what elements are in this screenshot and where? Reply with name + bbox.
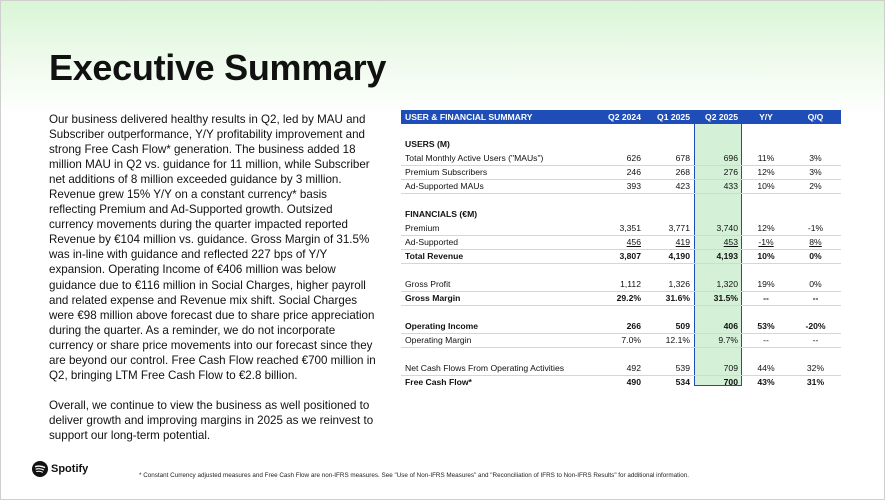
table-row-gross-margin: Gross Margin 29.2% 31.6% 31.5% -- --: [401, 291, 841, 305]
header-label: USER & FINANCIAL SUMMARY: [401, 110, 595, 124]
users-heading: USERS (M): [405, 139, 450, 149]
table-row: Premium 3,351 3,771 3,740 12% -1%: [401, 221, 841, 235]
table-row-total-revenue: Total Revenue 3,807 4,190 4,193 10% 0%: [401, 249, 841, 263]
header-qq: Q/Q: [790, 110, 841, 124]
spotify-logo: [32, 461, 88, 477]
users-section-row: [401, 137, 841, 151]
table-row: Premium Subscribers 246 268 276 12% 3%: [401, 165, 841, 179]
financial-summary-table: [401, 110, 841, 389]
table-row: Net Cash Flows From Operating Activities 492 539 709 44% 32%: [401, 361, 841, 375]
table-row: Ad-Supported 456 419 453 -1% 8%: [401, 235, 841, 249]
table-row-operating-income: Operating Income 266 509 406 53% -20%: [401, 319, 841, 333]
header-q2-2025: Q2 2025: [694, 110, 742, 124]
page-title: Executive Summary: [49, 47, 387, 88]
table-header-row: [401, 110, 841, 124]
summary-paragraph: Our business delivered healthy results in Q2, led by MAU and Subscriber outperformance, Y/Y profitability improvement and strong Free Cash Flow* generation. The business added 18 million MAU in Q2 vs. guidance for 11 million, while Subscriber net additions of 8 million exceeded guidance by 3 million. Revenue grew 15% Y/Y on a constant currency* basis reflecting Premium and Ad-Supported growth. Outsized currency movements during the quarter impacted reported Revenue by €104 million vs. guidance. Gross Margin of 31.5% was in-line with guidance and reflected 227 bps of Y/Y expansion. Operating Income of €406 million was below guidance due to €116 million in Social Charges, higher payroll and related expense and Revenue mix shift. Social Charges were €98 million above forecast due to share price appreciation during the quarter. As a reminder, we do not incorporate currency or share price movements into our forecast since they are beyond our control. Free Cash Flow reached €700 million in Q2, bringing LTM Free Cash Flow to €2.8 billion.: [49, 113, 376, 382]
table-row-free-cash-flow: Free Cash Flow* 490 534 700 43% 31%: [405, 377, 825, 388]
summary-paragraph: Overall, we continue to view the business as well positioned to deliver growth and improving margins in 2025 as we reinvest to support our long-term potential.: [49, 398, 374, 442]
table-row: Total Monthly Active Users ("MAUs") 626 678 696 11% 3%: [401, 151, 841, 165]
summary-text: [49, 112, 377, 443]
table-row: Ad-Supported MAUs 393 423 433 10% 2%: [401, 179, 841, 193]
financials-section-row: [401, 207, 841, 221]
spotify-logo-icon: [32, 461, 48, 477]
header-yy: Y/Y: [742, 110, 790, 124]
table-row: Gross Profit 1,112 1,326 1,320 19% 0%: [401, 277, 841, 291]
financials-heading: FINANCIALS (€M): [405, 209, 478, 219]
header-q2-2024: Q2 2024: [595, 110, 645, 124]
footnote: * Constant Currency adjusted measures and Free Cash Flow are non-IFRS measures. See "Use of Non-IFRS Measures" and "Reconciliation of IFRS to Non-IFRS Results" for additional information.: [139, 472, 690, 479]
table-row: Operating Margin 7.0% 12.1% 9.7% -- --: [401, 333, 841, 347]
logo-text: Spotify: [51, 463, 89, 475]
financial-summary-table-wrap: [401, 110, 841, 389]
header-q1-2025: Q1 2025: [645, 110, 694, 124]
